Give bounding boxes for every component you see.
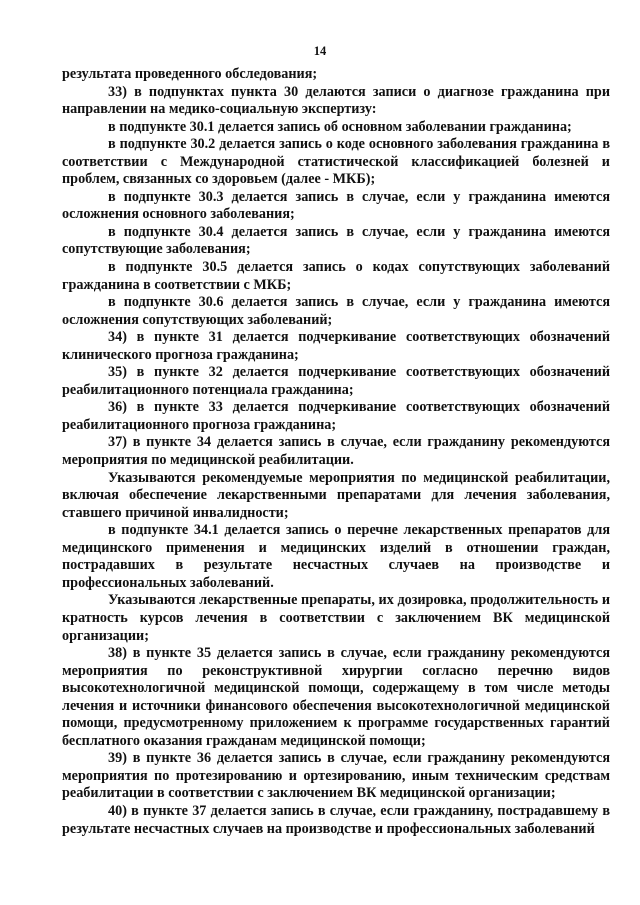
paragraph: в подпункте 30.3 делается запись в случае, если у гражданина имеются осложнения основного заболевания;	[62, 188, 610, 223]
paragraph: в подпункте 34.1 делается запись о перечне лекарственных препаратов для медицинского применения и медицинских изделий в отношении граждан, пострадавших в результате несчастных случаев на производстве и профессиональных заболеваний.	[62, 522, 610, 591]
page-number: 14	[313, 44, 327, 58]
paragraph: результата проведенного обследования;	[62, 66, 318, 82]
paragraph: в подпункте 30.5 делается запись о кодах сопутствующих заболеваний гражданина в соответствии с МКБ;	[62, 259, 610, 293]
paragraph: в подпункте 30.6 делается запись в случае, если у гражданина имеются осложнения сопутствующих заболеваний;	[62, 294, 610, 328]
paragraph: 39) в пункте 36 делается запись в случае, если гражданину рекомендуются мероприятия по протезированию и ортезированию, иным техническим средствам реабилитации в соответствии с заключением ВК медицинской организации;	[62, 750, 610, 802]
paragraph: 35) в пункте 32 делается подчеркивание соответствующих обозначений реабилитационного потенциала гражданина;	[62, 364, 610, 398]
paragraph: 34) в пункте 31 делается подчеркивание соответствующих обозначений клинического прогноза гражданина;	[62, 329, 610, 363]
paragraph: 33) в подпунктах пункта 30 делаются записи о диагнозе гражданина при направлении на медико-социальную экспертизу:	[62, 83, 610, 118]
paragraph: в подпункте 30.2 делается запись о коде основного заболевания гражданина в соответствии с Международной статистической классификацией болезней и проблем, связанных со здоровьем (далее - МКБ);	[62, 136, 610, 188]
paragraph: 37) в пункте 34 делается запись в случае, если гражданину рекомендуются мероприятия по медицинской реабилитации.	[62, 434, 610, 469]
paragraph: Указываются рекомендуемые мероприятия по медицинской реабилитации, включая обеспечение лекарственными препаратами для лечения заболевания, ставшего причиной инвалидности;	[62, 469, 610, 521]
paragraph: в подпункте 30.1 делается запись об основном заболевании гражданина;	[108, 118, 572, 135]
paragraph: 38) в пункте 35 делается запись в случае, если гражданину рекомендуются мероприятия по реконструктивной хирургии согласно перечню видов высокотехнологичной медицинской помощи, содержащему в том числе методы лечения и источники финансового обеспечения высокотехнологичной медицинской помощи, предусмотренному приложением к программе государственных гарантий бесплатного оказания гражданам медицинской помощи;	[62, 645, 610, 749]
paragraph: 40) в пункте 37 делается запись в случае, если гражданину, пострадавшему в результате несчастных случаев на производстве и профессиональных заболеваний	[62, 802, 610, 837]
paragraph: 36) в пункте 33 делается подчеркивание соответствующих обозначений реабилитационного прогноза гражданина;	[62, 399, 610, 433]
paragraph: Указываются лекарственные препараты, их дозировка, продолжительность и кратность курсов лечения в соответствии с заключением ВК медицинской организации;	[62, 592, 610, 644]
paragraph: в подпункте 30.4 делается запись в случае, если у гражданина имеются сопутствующие заболевания;	[62, 223, 610, 258]
document-body	[62, 66, 610, 838]
